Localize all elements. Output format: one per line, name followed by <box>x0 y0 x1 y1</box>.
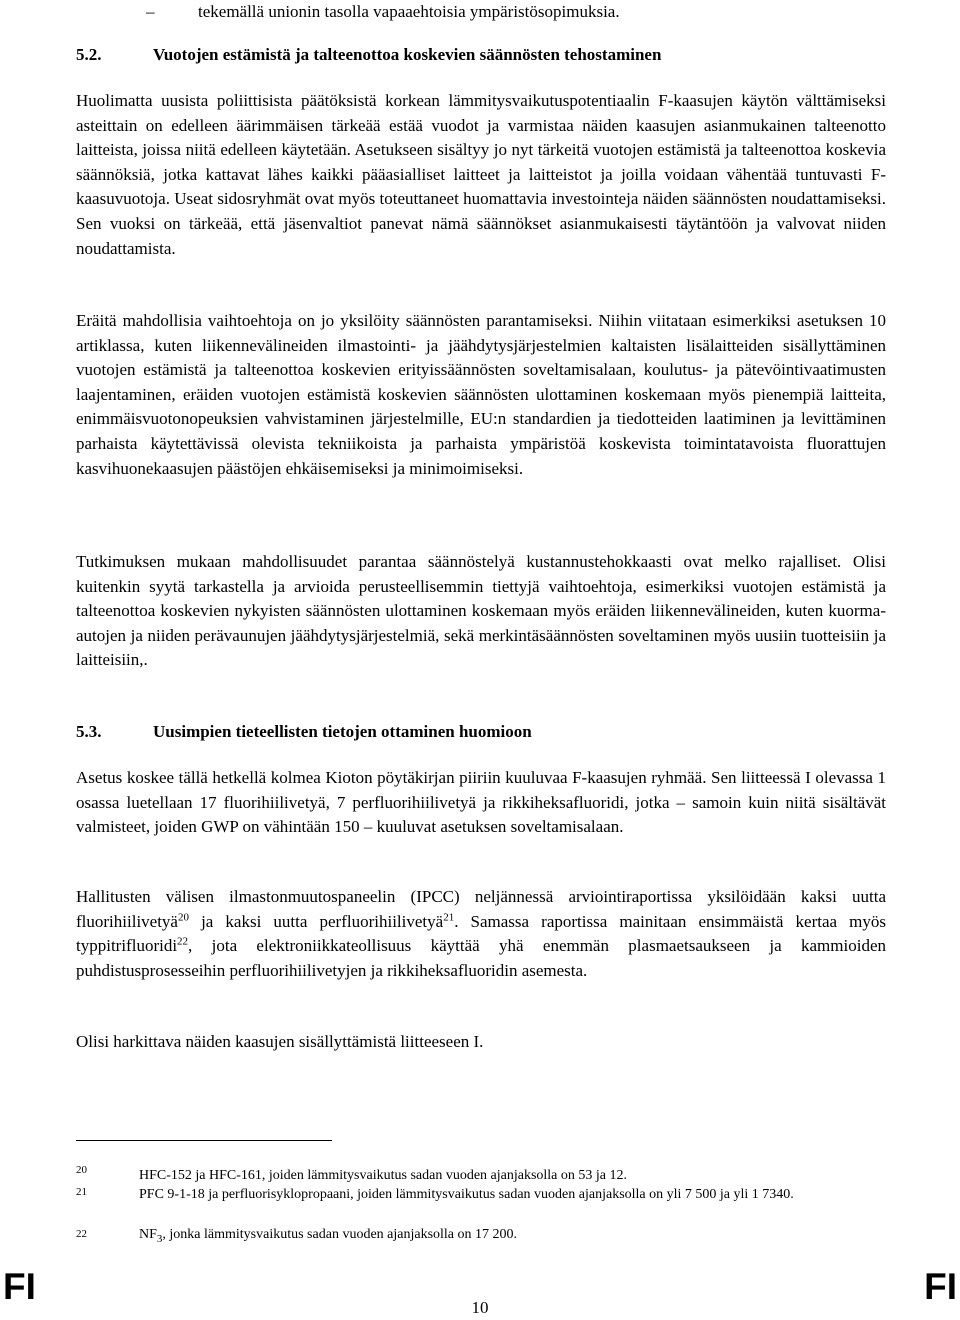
paragraph-5-part-4: , jota elektroniikkateollisuus käyttää yhä enemmän plasmaetsaukseen ja kammioiden puhdistusprosesseihin perfluorihiilivetyjen ja rikkiheksafluoridin asemesta. <box>76 936 886 980</box>
list-item-text: tekemällä unionin tasolla vapaaehtoisia ympäristösopimuksia. <box>198 2 620 21</box>
section-number: 5.3. <box>76 722 102 741</box>
paragraph-3-container <box>76 550 886 673</box>
footer-language-code-left: FI <box>3 1266 36 1307</box>
paragraph-5-container <box>76 885 886 983</box>
paragraph-6: Olisi harkittava näiden kaasujen sisällyttämistä liitteeseen I. <box>76 1032 484 1051</box>
footnote-ref-20[interactable]: 20 <box>177 910 189 923</box>
section-number: 5.2. <box>76 45 102 64</box>
footnote-text-subscript: 3 <box>156 1232 163 1245</box>
paragraph-1: Huolimatta uusista poliittisista päätöksistä korkean lämmitysvaikutuspotentiaalin F-kaasujen käytön välttämiseksi asteittain on edelleen äärimmäisen tärkeää estää vuodot ja varmistaa näiden kaasujen asianmukainen talteenotto laitteista, joissa niitä edelleen käytetään. Asetukseen sisältyy jo nyt tärkeitä vuotojen estämistä ja talteenottoa koskevia säännöksiä, jotka kattavat lähes kaikki pääasialliset laitteet ja laitteistot ja joilla voidaan vähentää tuntuvasti F-kaasuvuotoja. Useat sidosryhmät ovat myös toteuttaneet huomattavia investointeja näiden säännösten noudattamiseksi. Sen vuoksi on tärkeää, että jäsenvaltiot panevat nämä säännökset asianmukaisesti täytäntöön ja valvovat niiden noudattamista. <box>76 91 886 258</box>
footnote-mark: 21 <box>76 1186 87 1198</box>
footnote-text-prefix: NF <box>139 1227 157 1242</box>
paragraph-2-container <box>76 309 886 481</box>
paragraph-3: Tutkimuksen mukaan mahdollisuudet parantaa säännöstelyä kustannustehokkaasti ovat melko rajalliset. Olisi kuitenkin syytä tarkastella ja arvioida perusteellisemmin tiettyjä vaihtoehtoja, esimerkiksi vuotojen estämistä ja talteenottoa koskevien nykyisten säännösten ulottaminen koskemaan myös eräiden liikennevälineiden, kuten kuorma-autojen ja niiden perävaunujen jäähdytysjärjestelmiä, sekä merkintäsäännösten soveltaminen myös uusiin tuotteisiin ja laitteisiin,. <box>76 552 886 670</box>
paragraph-2: Eräitä mahdollisia vaihtoehtoja on jo yksilöity säännösten parantamiseksi. Niihin viitataan esimerkiksi asetuksen 10 artiklassa, kuten liikennevälineiden ilmastointi- ja jäähdytysjärjestelmien kaltaisten lisälaitteiden sisällyttäminen vuotojen estämistä ja talteenottoa koskevien erityissäännösten soveltamisalaan, koulutus- ja pätevöintivaatimusten laajentaminen, eräiden vuotojen estämistä koskevien säännösten ulottaminen koskemaan myös pienempiä laitteita, enimmäisvuotonopeuksien vahvistaminen järjestelmille, EU:n standardien ja tiedotteiden laatiminen ja levittäminen parhaista käytettävissä olevista tekniikoista ja parhaista ympäristöä koskevista toimintatavoista fluorattujen kasvihuonekaasujen päästöjen ehkäisemiseksi ja minimoimiseksi. <box>76 311 886 478</box>
footnote-text: HFC-152 ja HFC-161, joiden lämmitysvaikutus sadan vuoden ajanjaksolla on 53 ja 12. <box>139 1168 627 1183</box>
dash-bullet: – <box>146 2 155 21</box>
paragraph-4: Asetus koskee tällä hetkellä kolmea Kioton pöytäkirjan piiriin kuuluvaa F-kaasujen ryhmää. Sen liitteessä I olevassa 1 osassa luetellaan 17 fluorihiilivetyä, 7 perfluorihiilivetyä ja rikkiheksafluoridi, jotka – samoin kuin niitä sisältävät valmisteet, joiden GWP on vähintään 150 – kuuluvat asetuksen soveltamisalaan. <box>76 768 886 837</box>
footnote-text-suffix: , jonka lämmitysvaikutus sadan vuoden ajanjaksolla on 17 200. <box>162 1227 518 1242</box>
paragraph-6-container <box>76 1030 886 1055</box>
paragraph-5-part-2: ja kaksi uutta perfluorihiilivetyä <box>188 911 444 931</box>
footnote-ref-21[interactable]: 21 <box>443 910 455 923</box>
section-title: Uusimpien tieteellisten tietojen ottaminen huomioon <box>153 722 532 741</box>
footnote-ref-22[interactable]: 22 <box>177 935 189 948</box>
paragraph-5-part-1: Hallitusten välisen ilmastonmuutospaneelin (IPCC) neljännessä arviointiraportissa yksilöidään kaksi uutta fluorihiilivetyä <box>76 887 886 931</box>
paragraph-5 <box>76 885 886 983</box>
page-number: 10 <box>471 1298 489 1317</box>
footnote-text <box>139 1225 899 1245</box>
footnote-mark: 22 <box>76 1228 87 1240</box>
footnote-separator <box>76 1140 332 1141</box>
footer-language-code-right: FI <box>924 1266 957 1307</box>
paragraph-4-container <box>76 766 886 840</box>
section-title: Vuotojen estämistä ja talteenottoa koskevien säännösten tehostaminen <box>153 45 662 64</box>
footnote-mark: 20 <box>76 1164 87 1176</box>
paragraph-1-container <box>76 89 886 261</box>
footnote-text: PFC 9-1-18 ja perfluorisyklopropaani, joiden lämmitysvaikutus sadan vuoden ajanjaksolla on yli 7 500 ja yli 1 7340. <box>139 1187 794 1202</box>
paragraph-5-part-3: . Samassa raportissa mainitaan ensimmäistä kertaa myös typpitrifluoridi <box>76 911 886 956</box>
